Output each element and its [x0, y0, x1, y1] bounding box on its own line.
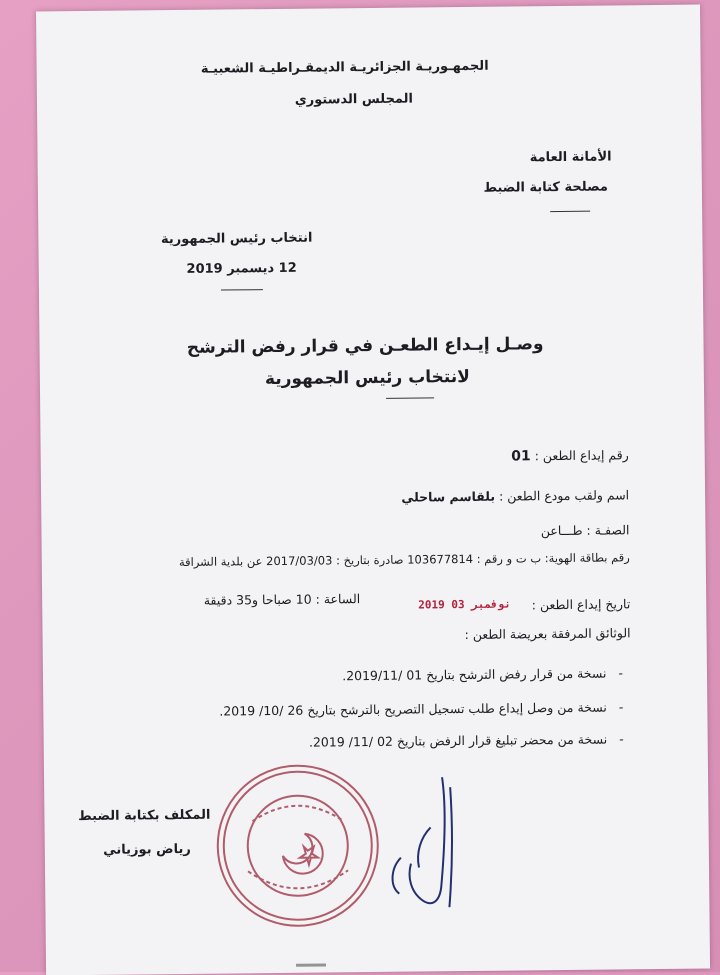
depositor-label: اسم ولقب مودع الطعن :: [498, 487, 630, 504]
capacity-row: الصفـة : طـــاعن: [540, 522, 630, 539]
divider: [386, 397, 434, 399]
deposit-time: الساعة : 10 صباحا و35 دقيقة: [203, 591, 361, 608]
depositor-value: بلقاسم ساحلي: [401, 488, 496, 505]
official-seal-icon: [212, 760, 384, 932]
deposit-date-label: تاريخ إيداع الطعن :: [531, 596, 631, 613]
signatory-role: المكلف بكتابة الضبط: [78, 807, 211, 825]
election-date: 12 ديسمبر 2019: [186, 260, 297, 277]
document-title-line1: وصـل إيـداع الطعـن في قرار رفض الترشح: [186, 334, 544, 358]
list-item: -نسخة من محضر تبليغ قرار الرفض بتاريخ 02 /11/ 2019.: [308, 731, 624, 750]
handwritten-signature-icon: [360, 767, 482, 918]
appeal-number-label: رقم إيداع الطعن :: [534, 447, 629, 464]
election-name: انتخاب رئيس الجمهورية: [160, 230, 313, 248]
appeal-number-value: 01: [511, 448, 531, 465]
divider: [221, 289, 263, 290]
list-item: -نسخة من وصل إيداع طلب تسجيل التصريح بالترشح بتاريخ 26 /10/ 2019.: [219, 699, 624, 719]
secretariat-label: الأمانة العامة: [529, 149, 612, 166]
appeal-number-row: [511, 447, 629, 464]
council-heading: المجلس الدستوري: [294, 91, 414, 108]
document-page: [36, 5, 710, 975]
divider: [550, 211, 590, 212]
document-title-line2: لانتخاب رئيس الجمهورية: [264, 366, 470, 390]
signatory-name: رياض بوزياني: [103, 841, 191, 858]
registry-label: مصلحة كتابة الضبط: [483, 179, 608, 196]
date-stamp: 2019 نوفمبر 03: [418, 597, 512, 612]
depositor-row: [401, 487, 629, 504]
attachments-label: الوثائق المرفقة بعريضة الطعن :: [464, 625, 631, 643]
id-card-row: رقم بطاقة الهوية: ب ت و رقم : 103677814 صادرة بتاريخ : 2017/03/03 عن بلدية الشراقة: [178, 550, 630, 570]
republic-heading: الجمهـوريـة الجزائريـة الديمقـراطيـة الشعبيـة: [200, 58, 489, 77]
list-item: -نسخة من قرار رفض الترشح بتاريخ 01 /2019/11.: [342, 665, 624, 684]
page-mark-icon: [296, 962, 326, 968]
